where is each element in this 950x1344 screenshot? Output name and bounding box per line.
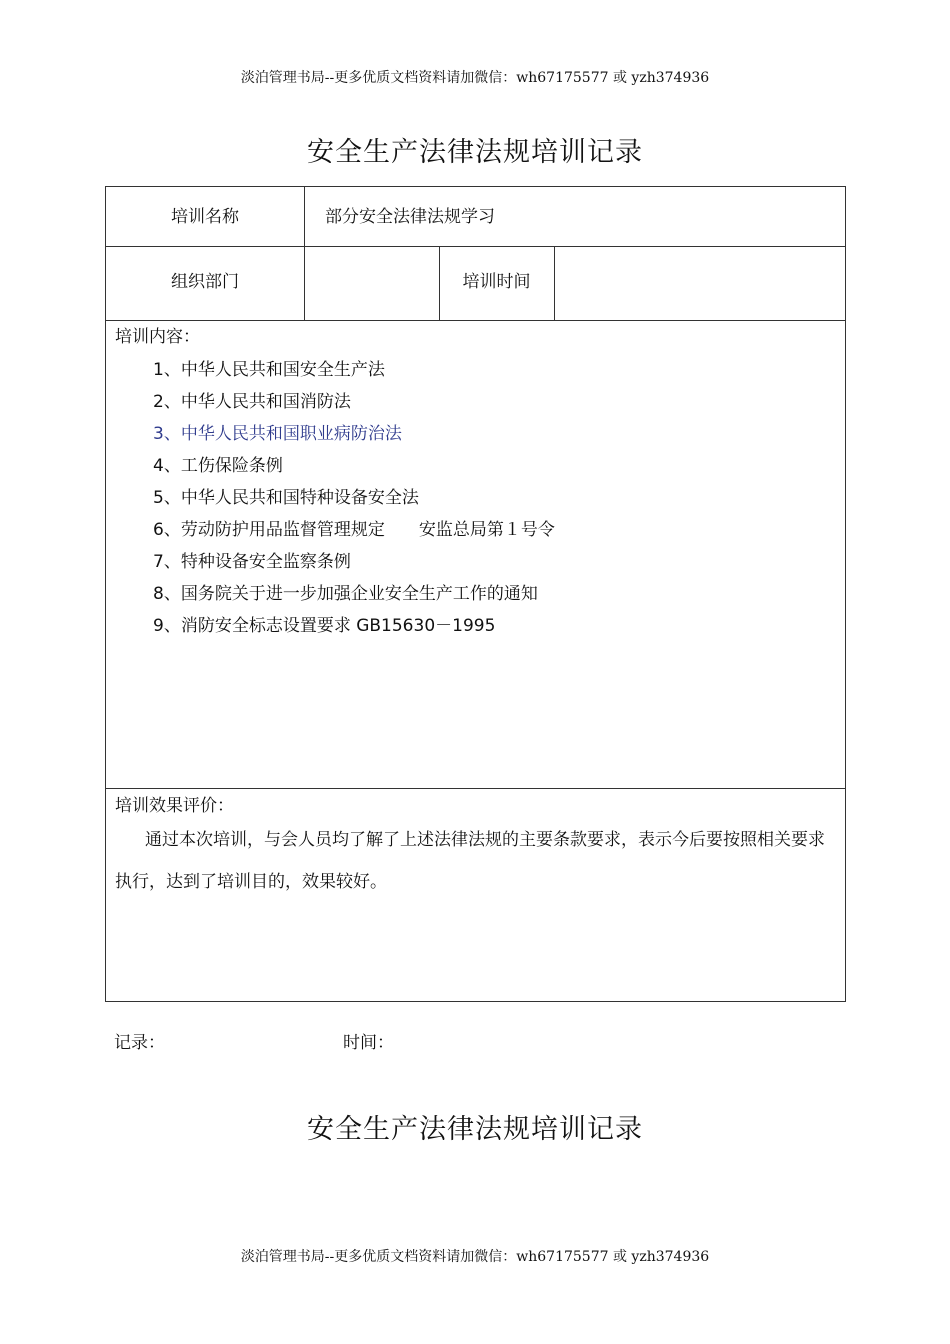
list-item: 1、中华人民共和国安全生产法	[153, 360, 385, 380]
recorder-label: 记录：	[114, 1033, 165, 1053]
column-divider	[304, 187, 305, 320]
list-item: 7、特种设备安全监察条例	[153, 552, 351, 572]
header-note: 淡泊管理书局--更多优质文档资料请加微信：wh67175577 或 yzh374936	[240, 70, 710, 86]
list-item: 5、中华人民共和国特种设备安全法	[153, 488, 419, 508]
list-item: 2、中华人民共和国消防法	[153, 392, 351, 412]
training-record-form	[105, 186, 846, 1002]
row-divider	[106, 246, 845, 247]
time-label: 时间：	[343, 1033, 394, 1053]
row-divider	[106, 320, 845, 321]
list-item: 8、国务院关于进一步加强企业安全生产工作的通知	[153, 584, 538, 604]
list-item: 3、中华人民共和国职业病防治法	[153, 424, 402, 444]
department-label: 组织部门	[171, 272, 239, 292]
page-title: 安全生产法律法规培训记录	[307, 137, 643, 168]
evaluation-label: 培训效果评价：	[115, 796, 234, 816]
list-item: 6、劳动防护用品监督管理规定 安监总局第１号令	[153, 520, 555, 540]
footer-note: 淡泊管理书局--更多优质文档资料请加微信：wh67175577 或 yzh374936	[240, 1249, 710, 1265]
training-name-value[interactable]: 部分安全法律法规学习	[325, 207, 495, 227]
content-label: 培训内容：	[115, 327, 200, 347]
training-time-label: 培训时间	[462, 272, 531, 292]
content-list	[153, 354, 555, 642]
page-title-repeat: 安全生产法律法规培训记录	[307, 1114, 643, 1145]
department-value[interactable]	[316, 267, 431, 289]
training-time-value[interactable]	[566, 267, 836, 289]
column-divider	[554, 246, 555, 320]
training-name-label: 培训名称	[171, 207, 239, 227]
row-divider	[106, 788, 845, 789]
list-item: 9、消防安全标志设置要求 GB15630－1995	[153, 616, 496, 636]
evaluation-text: 通过本次培训，与会人员均了解了上述法律法规的主要条款要求，表示今后要按照相关要求执行，达到了培训目的，效果较好。	[115, 830, 825, 892]
list-item: 4、工伤保险条例	[153, 456, 283, 476]
